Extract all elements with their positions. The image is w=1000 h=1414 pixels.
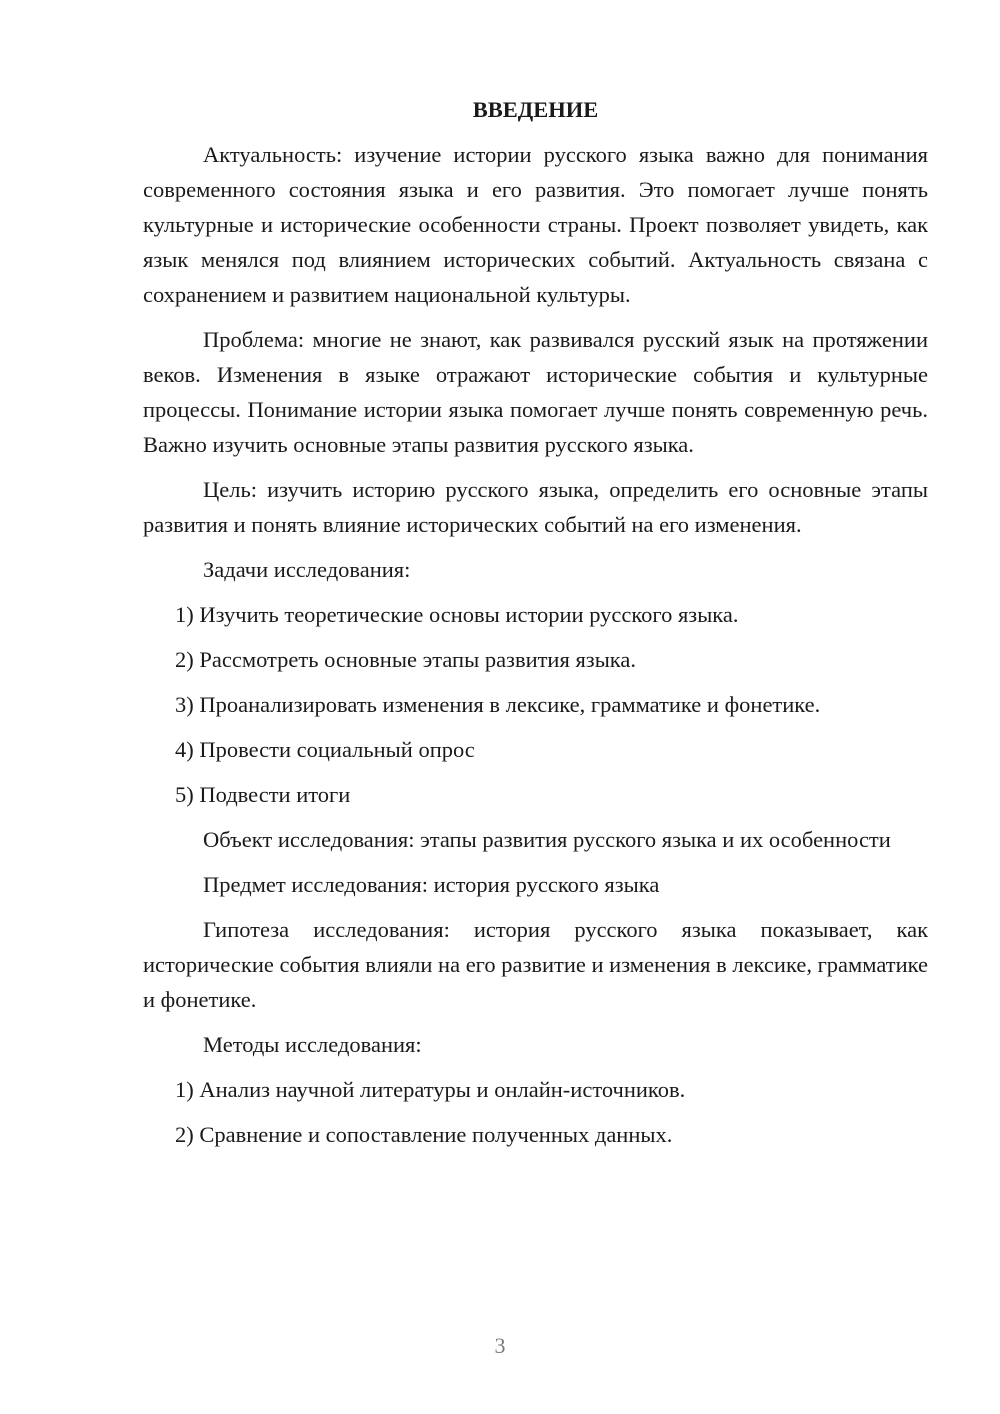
page-number: 3 [494,1333,506,1358]
object-paragraph: Объект исследования: этапы развития русского языка и их особенности [203,827,891,852]
subject-paragraph: Предмет исследования: история русского языка [203,872,660,897]
task-item: 4) Провести социальный опрос [175,737,475,762]
method-item: 1) Анализ научной литературы и онлайн-источников. [175,1077,686,1102]
task-item: 5) Подвести итоги [175,782,351,807]
problem-paragraph: Проблема: многие не знают, как развивался русский язык на протяжении веков. Изменения в языке отражают исторические события и культурные процессы. Понимание истории языка помогает лучше понять современную речь. Важно изучить основные этапы развития русского языка. [143,327,928,457]
methods-heading: Методы исследования: [203,1032,422,1057]
task-item: 1) Изучить теоретические основы истории русского языка. [175,602,739,627]
task-item: 2) Рассмотреть основные этапы развития языка. [175,647,637,672]
tasks-heading: Задачи исследования: [203,557,411,582]
goal-paragraph: Цель: изучить историю русского языка, определить его основные этапы развития и понять влияние исторических событий на его изменения. [143,477,928,537]
method-item: 2) Сравнение и сопоставление полученных данных. [175,1122,673,1147]
relevance-paragraph: Актуальность: изучение истории русского языка важно для понимания современного состояния языка и его развития. Это помогает лучше понять культурные и исторические особенности страны. Проект позволяет увидеть, как язык менялся под влиянием исторических событий. Актуальность связана с сохранением и развитием национальной культуры. [143,142,928,307]
page-title: ВВЕДЕНИЕ [472,97,599,122]
hypothesis-paragraph: Гипотеза исследования: история русского языка показывает, как исторические события влияли на его развитие и изменения в лексике, грамматике и фонетике. [143,917,928,1012]
task-item: 3) Проанализировать изменения в лексике, грамматике и фонетике. [175,692,821,717]
document-page [143,92,928,1162]
